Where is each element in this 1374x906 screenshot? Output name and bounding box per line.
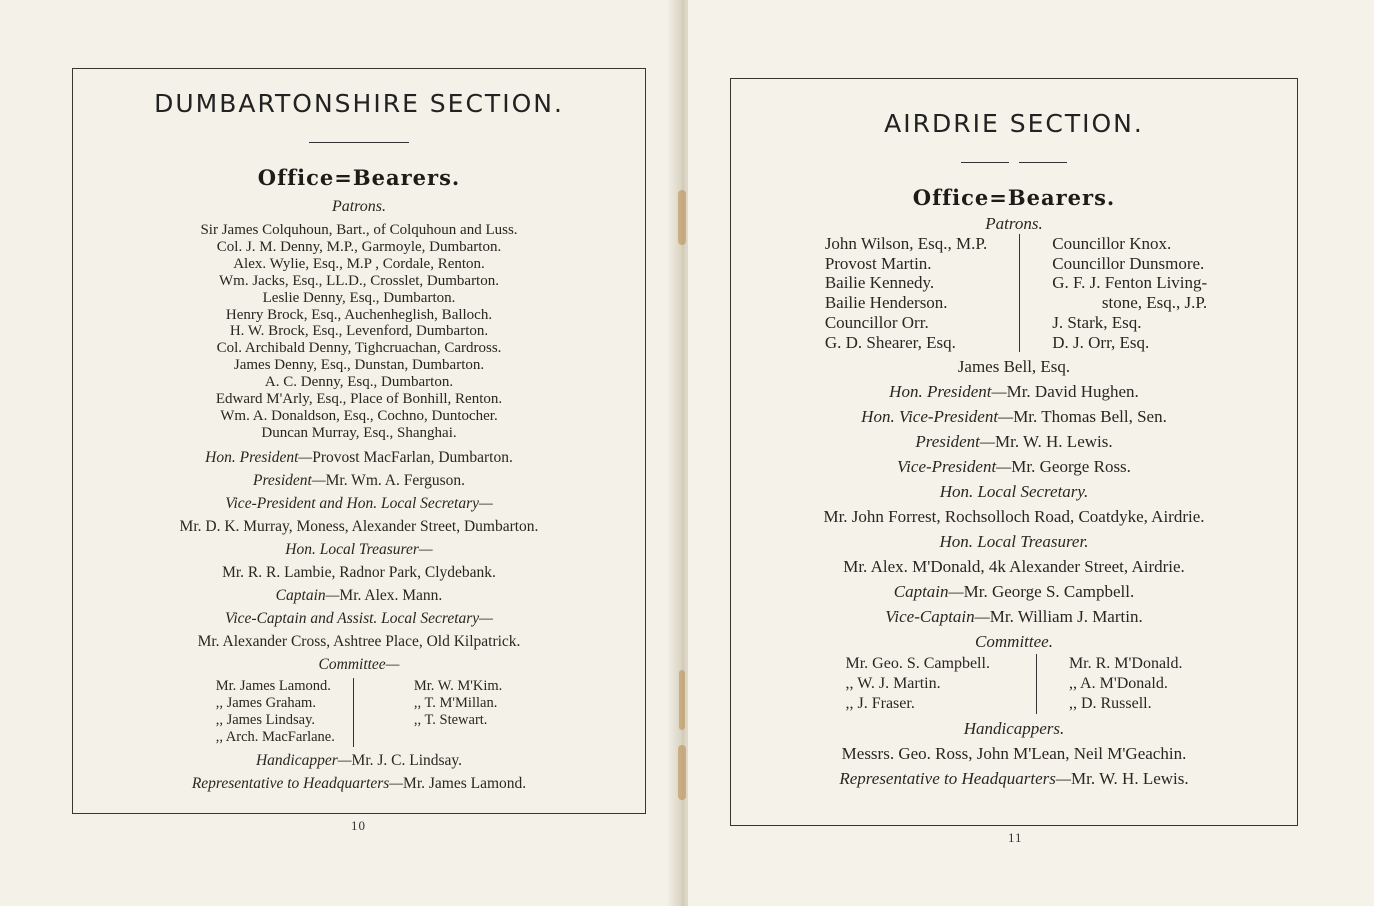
- representative-line: Representative to Headquarters—Mr. W. H. Lewis.: [839, 769, 1189, 789]
- committee-left-column: [846, 654, 1036, 714]
- patron-line: Councillor Orr.: [824, 312, 929, 332]
- left-page-frame: [72, 68, 646, 814]
- captain-line: Captain—Mr. George S. Campbell.: [893, 582, 1135, 602]
- treasurer-label: Hon. Local Treasurer.: [939, 532, 1089, 552]
- patron-line: Councillor Dunsmore.: [1052, 253, 1205, 273]
- patrons-label: Patrons.: [985, 214, 1043, 233]
- patron-line: Provost Martin.: [824, 253, 932, 273]
- committee-member: Mr. W. M'Kim.: [413, 677, 503, 694]
- patrons-columns: [731, 234, 1297, 352]
- committee-member: Mr. R. M'Donald.: [1068, 655, 1183, 673]
- vp-line: Vice-President—Mr. George Ross.: [897, 457, 1131, 477]
- handicappers-label: Handicappers.: [963, 719, 1065, 739]
- section-title: AIRDRIE SECTION.: [884, 109, 1144, 138]
- president-line: President—Mr. Wm. A. Ferguson.: [253, 471, 465, 489]
- patrons-left-column: [821, 234, 1019, 352]
- captain-line: Captain—Mr. Alex. Mann.: [275, 586, 443, 604]
- committee-member: ,, James Graham.: [215, 694, 316, 711]
- patron-line: James Denny, Esq., Dunstan, Dumbarton.: [233, 357, 485, 374]
- committee-member: Mr. Geo. S. Campbell.: [845, 655, 990, 673]
- committee-right-column: [354, 678, 502, 747]
- patron-line: Wm. Jacks, Esq., LL.D., Crosslet, Dumbarton.: [219, 272, 499, 289]
- committee-right-column: [1037, 654, 1183, 714]
- vice-captain-line: Vice-Captain—Mr. William J. Martin.: [885, 607, 1143, 627]
- committee-member: Mr. James Lamond.: [215, 677, 331, 694]
- patron-line: Duncan Murray, Esq., Shanghai.: [261, 424, 457, 441]
- vp-line: Mr. D. K. Murray, Moness, Alexander Street, Dumbarton.: [179, 517, 539, 535]
- representative-line: Representative to Headquarters—Mr. James Lamond.: [191, 774, 527, 792]
- patron-line: James Bell, Esq.: [957, 357, 1071, 377]
- committee-member: ,, D. Russell.: [1068, 695, 1152, 713]
- right-page: [688, 0, 1374, 906]
- committee-label: Committee—: [318, 655, 400, 673]
- committee-member: ,, Arch. MacFarlane.: [215, 729, 335, 746]
- stain-mark: [678, 745, 686, 800]
- vp-label: Vice-President and Hon. Local Secretary—: [225, 494, 493, 512]
- handicapper-line: Handicapper—Mr. J. C. Lindsay.: [255, 751, 463, 769]
- patron-line: G. F. J. Fenton Living-: [1052, 273, 1208, 293]
- committee-columns: [731, 654, 1297, 714]
- patrons-list: [73, 222, 645, 442]
- patron-line: Col. J. M. Denny, M.P., Garmoyle, Dumbarton.: [216, 238, 502, 255]
- right-page-frame: [730, 78, 1298, 826]
- patron-line: D. J. Orr, Esq.: [1052, 332, 1150, 352]
- secretary-label: Hon. Local Secretary.: [939, 482, 1089, 502]
- treasurer-line: Mr. R. R. Lambie, Radnor Park, Clydebank.: [222, 563, 496, 581]
- patron-line: John Wilson, Esq., M.P.: [824, 234, 988, 253]
- patron-line: Bailie Henderson.: [824, 293, 948, 313]
- committee-columns: [73, 678, 645, 747]
- patron-line: Bailie Kennedy.: [824, 273, 935, 293]
- patron-line: G. D. Shearer, Esq.: [824, 332, 956, 352]
- committee-member: ,, W. J. Martin.: [845, 675, 941, 693]
- secretary-line: Mr. John Forrest, Rochsolloch Road, Coatdyke, Airdrie.: [823, 507, 1205, 527]
- patron-line: Sir James Colquhoun, Bart., of Colquhoun and Luss.: [200, 222, 518, 238]
- office-bearers-heading: Office=Bearers.: [257, 165, 461, 190]
- committee-member: ,, T. M'Millan.: [413, 694, 498, 711]
- hon-president-line: Hon. President—Mr. David Hughen.: [889, 382, 1139, 402]
- committee-label: Committee.: [975, 632, 1053, 652]
- patron-line: Councillor Knox.: [1052, 234, 1172, 253]
- patrons-right-column: [1020, 234, 1207, 352]
- committee-member: ,, J. Fraser.: [845, 695, 915, 713]
- title-rule: [309, 142, 409, 143]
- page-number: 10: [351, 818, 366, 833]
- treasurer-label: Hon. Local Treasurer—: [285, 540, 433, 558]
- patron-line: J. Stark, Esq.: [1052, 312, 1142, 332]
- hon-president-line: Hon. President—Provost MacFarlan, Dumbarton.: [205, 448, 513, 466]
- vice-captain-label: Vice-Captain and Assist. Local Secretary—: [225, 609, 493, 627]
- patron-line: Alex. Wylie, Esq., M.P , Cordale, Renton.: [233, 255, 485, 272]
- committee-left-column: [216, 678, 353, 747]
- vice-captain-line: Mr. Alexander Cross, Ashtree Place, Old Kilpatrick.: [197, 632, 521, 650]
- page-number: 11: [1008, 830, 1023, 845]
- patron-line: Col. Archibald Denny, Tighcruachan, Cardross.: [216, 340, 502, 357]
- president-line: President—Mr. W. H. Lewis.: [915, 432, 1113, 452]
- committee-member: ,, T. Stewart.: [413, 712, 488, 729]
- patron-line: Wm. A. Donaldson, Esq., Cochno, Duntocher.: [220, 407, 498, 424]
- patron-line: stone, Esq., J.P.: [1101, 293, 1208, 313]
- patron-line: Leslie Denny, Esq., Dumbarton.: [262, 289, 456, 306]
- patron-line: Henry Brock, Esq., Auchenheglish, Balloch.: [225, 306, 493, 323]
- office-bearers-heading: Office=Bearers.: [912, 185, 1116, 210]
- hon-vp-line: Hon. Vice-President—Mr. Thomas Bell, Sen.: [861, 407, 1167, 427]
- section-title: DUMBARTONSHIRE SECTION.: [154, 89, 564, 118]
- patron-line: A. C. Denny, Esq., Dumbarton.: [264, 374, 454, 391]
- title-rule: [961, 162, 1067, 163]
- patron-line: H. W. Brock, Esq., Levenford, Dumbarton.: [229, 323, 489, 340]
- stain-mark: [679, 670, 685, 730]
- treasurer-line: Mr. Alex. M'Donald, 4k Alexander Street, Airdrie.: [843, 557, 1185, 577]
- handicappers-line: Messrs. Geo. Ross, John M'Lean, Neil M'Geachin.: [841, 744, 1187, 764]
- committee-member: ,, James Lindsay.: [215, 712, 316, 729]
- stain-mark: [678, 190, 686, 245]
- patrons-label: Patrons.: [331, 198, 387, 215]
- patron-line: Edward M'Arly, Esq., Place of Bonhill, Renton.: [215, 391, 503, 408]
- left-page: [0, 0, 678, 906]
- committee-member: ,, A. M'Donald.: [1068, 675, 1168, 693]
